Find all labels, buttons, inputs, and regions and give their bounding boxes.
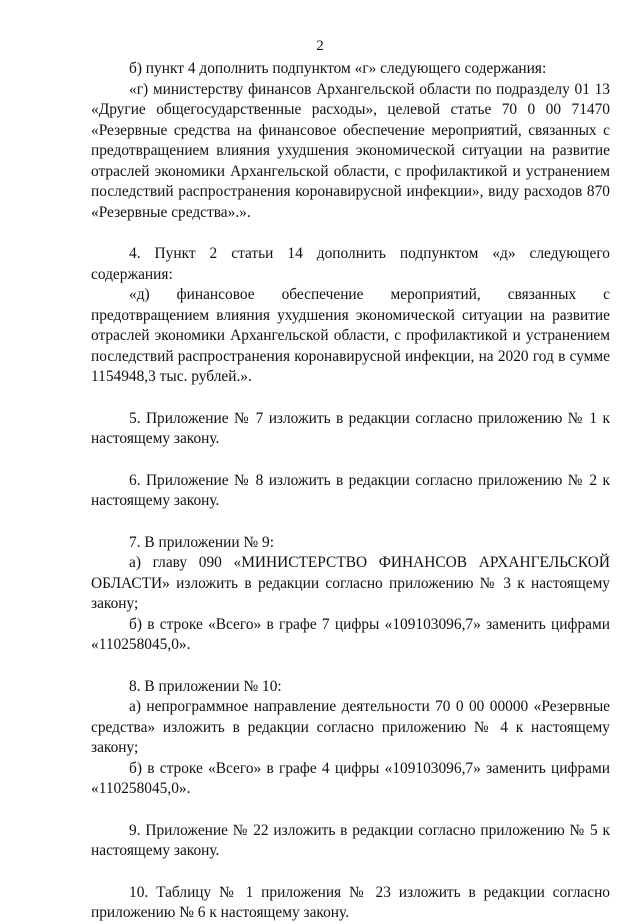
paragraph-10: 10. Таблицу № 1 приложения № 23 изложить в редакции согласно приложению № 6 к настоящему закону. <box>91 883 610 921</box>
page-number: 2 <box>316 38 324 54</box>
spacer <box>91 388 610 409</box>
paragraph-8a: а) непрограммное направление деятельности 70 0 00 00000 «Резервные средства» изложить в редакции согласно приложению № 4 к настоящему закону; <box>91 698 610 756</box>
paragraph-6: 6. Приложение № 8 изложить в редакции согласно приложению № 2 к настоящему закону. <box>91 471 610 509</box>
paragraph-7: 7. В приложении № 9: <box>129 533 274 551</box>
paragraph-3b: б) пункт 4 дополнить подпунктом «г» следующего содержания: <box>129 60 547 77</box>
paragraph-8: 8. В приложении № 10: <box>129 677 282 695</box>
paragraph-3b-text: «г) министерству финансов Архангельской области по подразделу 01 13 «Другие общегосударственные расходы», целевой статье 70 0 00 71470 «Резервные средства на финансовое обеспечение мероприятий, связанных с предотвращением влияния ухудшения экономической ситуации на развитие отраслей экономики Архангельской области, с профилактикой и устранением последствий распространения коронавирусной инфекции», виду расходов 870 «Резервные средства».». <box>91 80 610 221</box>
paragraph-4-text: «д) финансовое обеспечение мероприятий, связанных с предотвращением влияния ухудшения экономической ситуации на развитие отраслей экономики Архангельской области, с профилактикой и устранением последствий распространения коронавирусной инфекции, на 2020 год в сумме 1154948,3 тыс. рублей.». <box>91 286 610 385</box>
paragraph-9: 9. Приложение № 22 изложить в редакции согласно приложению № 5 к настоящему закону. <box>91 821 610 859</box>
spacer <box>91 800 610 821</box>
spacer <box>91 512 610 533</box>
spacer <box>91 450 610 471</box>
paragraph-7a: а) главу 090 «МИНИСТЕРСТВО ФИНАНСОВ АРХАНГЕЛЬСКОЙ ОБЛАСТИ» изложить в редакции согласно приложению № 3 к настоящему закону; <box>91 554 610 612</box>
spacer <box>91 223 610 244</box>
document-body <box>91 59 610 924</box>
paragraph-4: 4. Пункт 2 статьи 14 дополнить подпунктом «д» следующего содержания: <box>91 245 610 283</box>
paragraph-7b: б) в строке «Всего» в графе 7 цифры «109103096,7» заменить цифрами «110258045,0». <box>91 615 610 653</box>
paragraph-8b: б) в строке «Всего» в графе 4 цифры «109103096,7» заменить цифрами «110258045,0». <box>91 759 610 797</box>
paragraph-5: 5. Приложение № 7 изложить в редакции согласно приложению № 1 к настоящему закону. <box>91 409 610 447</box>
spacer <box>91 862 610 883</box>
spacer <box>91 656 610 677</box>
